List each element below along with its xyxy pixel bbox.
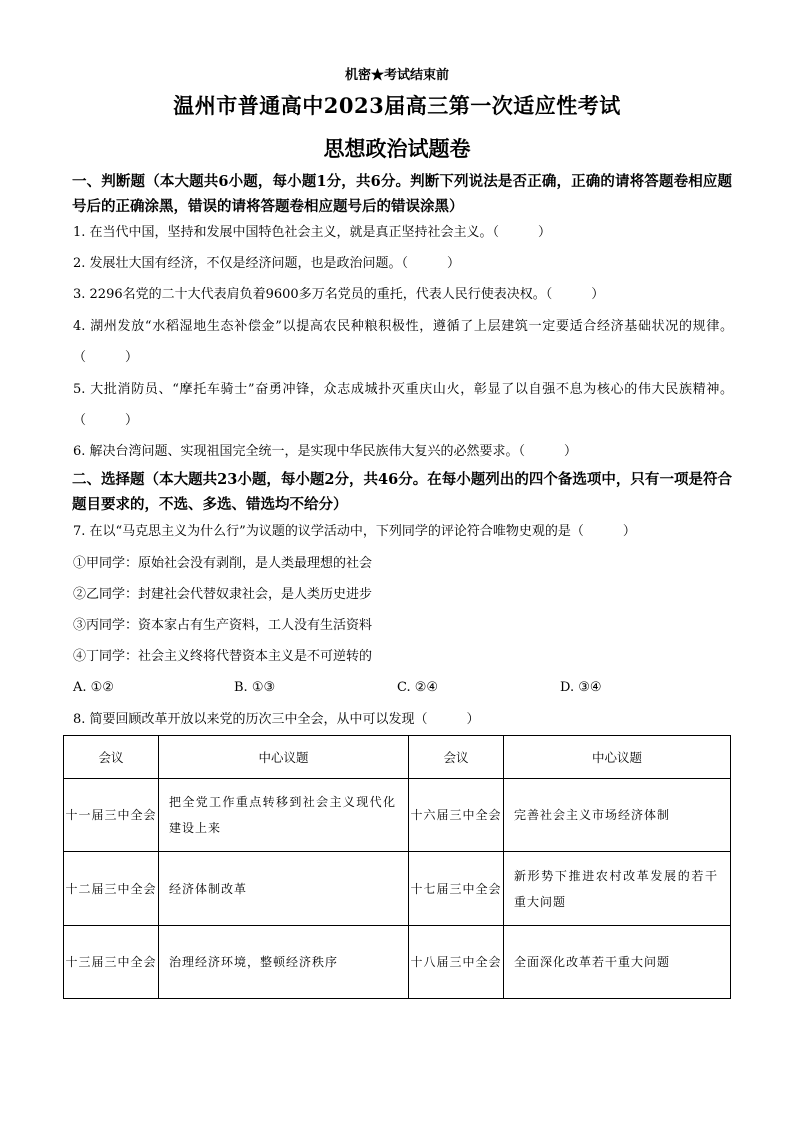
column-header-meeting: 会议: [64, 736, 159, 779]
table-row: [64, 926, 731, 999]
meeting-cell: 十七届三中全会: [409, 852, 504, 926]
table-row: [64, 779, 731, 852]
question-5: 5. 大批消防员、“摩托车骑士”奋勇冲锋，众志成城扑灭重庆山火，彰显了以自强不息为核心的伟大民族精神。（ ）: [73, 382, 733, 428]
topic-cell: 完善社会主义市场经济体制: [504, 779, 731, 852]
column-header-topic: 中心议题: [159, 736, 409, 779]
question-7-statement-1: ①甲同学：原始社会没有剥削，是人类最理想的社会: [73, 556, 373, 571]
question-7-option-c: C. ②④: [397, 680, 439, 695]
meeting-cell: 十一届三中全会: [64, 779, 159, 852]
table-header-row: [64, 736, 731, 779]
topic-cell: 治理经济环境，整顿经济秩序: [159, 926, 409, 999]
meeting-cell: 十三届三中全会: [64, 926, 159, 999]
question-7-option-a: A. ①②: [73, 680, 114, 695]
confidential-label: 机密★考试结束前: [344, 68, 449, 83]
section1-heading: 一、判断题（本大题共6小题，每小题1分，共6分。判断下列说法是否正确，正确的请将答题卷相应题号后的正确涂黑，错误的请将答题卷相应题号后的错误涂黑）: [72, 173, 732, 215]
topic-cell: 新形势下推进农村改革发展的若干重大问题: [504, 852, 731, 926]
meeting-cell: 十八届三中全会: [409, 926, 504, 999]
question-7-statement-4: ④丁同学：社会主义终将代替资本主义是不可逆转的: [73, 649, 373, 664]
exam-subtitle: 思想政治试题卷: [323, 136, 471, 161]
question-8-stem: 8. 简要回顾改革开放以来党的历次三中全会，从中可以发现（ ）: [73, 712, 480, 727]
question-2: 2. 发展壮大国有经济，不仅是经济问题，也是政治问题。（ ）: [73, 256, 461, 271]
question-1: 1. 在当代中国，坚持和发展中国特色社会主义，就是真正坚持社会主义。（ ）: [73, 225, 552, 240]
question-4: 4. 湖州发放“水稻湿地生态补偿金”以提高农民种粮积极性，遵循了上层建筑一定要适合经济基础状况的规律。（ ）: [73, 319, 733, 365]
question-7-stem: 7. 在以“马克思主义为什么行”为议题的议学活动中，下列同学的评论符合唯物史观的是（ ）: [73, 524, 636, 539]
question-7-option-d: D. ③④: [560, 680, 602, 695]
section2-heading: 二、选择题（本大题共23小题，每小题2分，共46分。在每小题列出的四个备选项中，只有一项是符合题目要求的，不选、多选、错选均不给分）: [72, 471, 732, 513]
question-3: 3. 2296名党的二十大代表肩负着9600多万名党员的重托，代表人民行使表决权。（ ）: [73, 287, 605, 302]
question-7-statement-3: ③丙同学：资本家占有生产资料，工人没有生活资料: [73, 618, 373, 633]
meeting-cell: 十二届三中全会: [64, 852, 159, 926]
exam-title: 温州市普通高中2023届高三第一次适应性考试: [173, 93, 621, 118]
table-row: [64, 852, 731, 926]
topic-cell: 全面深化改革若干重大问题: [504, 926, 731, 999]
question-7-statement-2: ②乙同学：封建社会代替奴隶社会，是人类历史进步: [73, 587, 373, 602]
topic-cell: 把全党工作重点转移到社会主义现代化建设上来: [159, 779, 409, 852]
topic-cell: 经济体制改革: [159, 852, 409, 926]
column-header-meeting: 会议: [409, 736, 504, 779]
question-6: 6. 解决台湾问题、实现祖国完全统一，是实现中华民族伟大复兴的必然要求。（ ）: [73, 444, 578, 459]
question-7-option-b: B. ①③: [234, 680, 276, 695]
meeting-cell: 十六届三中全会: [409, 779, 504, 852]
plenum-table: [63, 735, 731, 999]
column-header-topic: 中心议题: [504, 736, 731, 779]
